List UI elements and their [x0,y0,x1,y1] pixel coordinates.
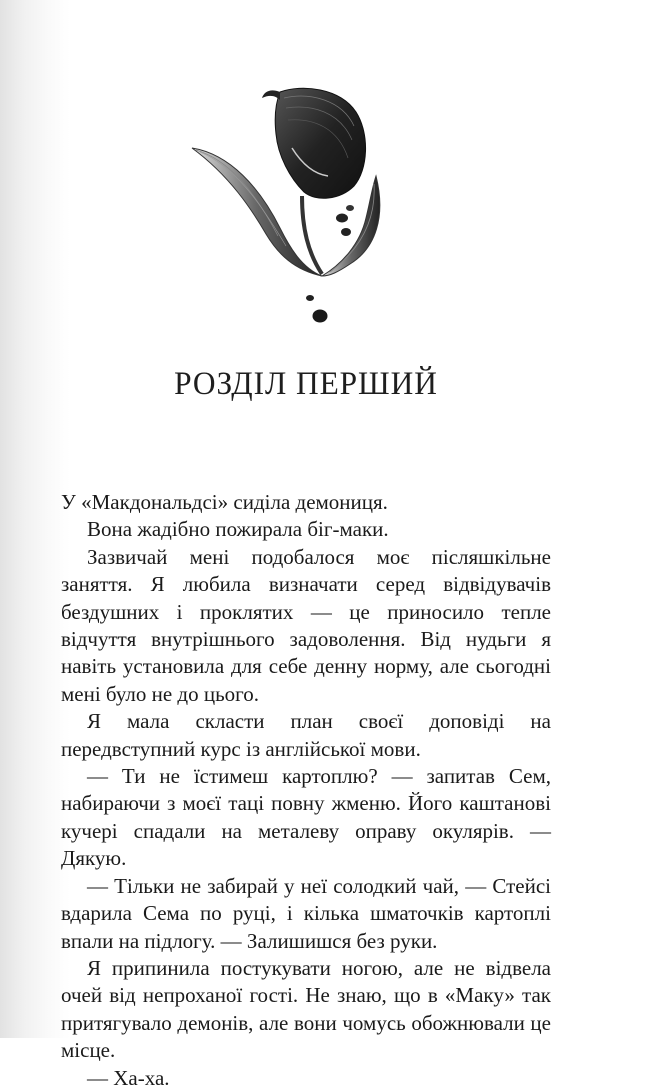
paragraph-6: — Тільки не забирай у неї солодкий чай, — Стейсі вдарила Сема по руці, і кілька шматочків картоплі впали на підлогу. — Залишишся без руки. [61,873,551,953]
calla-lily-flower-icon [190,78,400,328]
paragraph-1: У «Макдональдсі» сиділа демониця. [61,490,388,514]
paragraph-2: Вона жадібно пожирала біг-маки. [87,517,389,542]
chapter-body [61,489,551,1092]
paragraph-4: Я мала скласти план своєї доповіді на передвступний курс із англійської мови. [61,709,551,761]
page-gutter-shadow [0,0,70,1038]
chapter-title: РОЗДІЛ ПЕРШИЙ [174,366,438,402]
paragraph-8: — Ха-ха. [87,1065,170,1090]
paragraph-5: — Ти не їстимеш картоплю? — запитав Сем, набираючи з моєї таці повну жменю. Його каштанові кучері спадали на металеву оправу окулярів. — Дякую. [61,764,551,871]
paragraph-3: Зазвичай мені подобалося моє післяшкільне заняття. Я любила визначати серед відвідувачів бездушних і проклятих — це приносило тепле відчуття внутрішнього задоволення. Від нудьги я навіть установила для себе денну норму, але сьогодні мені було не до цього. [61,544,551,706]
paragraph-7: Я припинила постукувати ногою, але не відвела очей від непроханої гості. Не знаю, що в «Маку» так притягувало демонів, але вони чомусь обожнювали це місце. [61,955,551,1063]
